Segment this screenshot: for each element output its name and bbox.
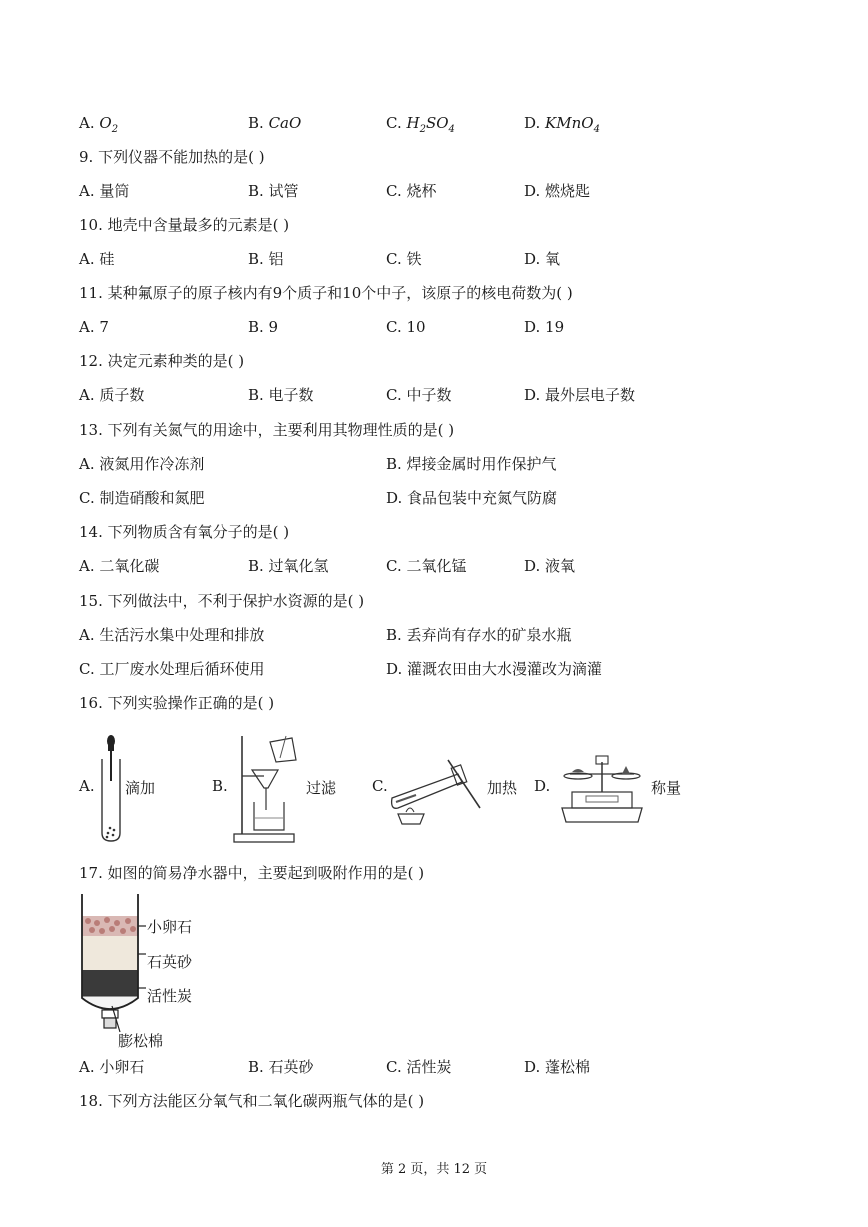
q16-option-c-caption: 加热 [487, 779, 518, 797]
purifier-label-quartz-sand: 石英砂 [147, 953, 193, 971]
q11-option-c: C. 10 [386, 318, 426, 336]
q17-option-a: A. 小卵石 [79, 1058, 145, 1076]
q16-option-b-caption: 过滤 [306, 779, 337, 797]
q16-option-d-caption: 称量 [651, 779, 682, 797]
q10-option-a: A. 硅 [79, 250, 115, 268]
q8-option-d: D. KMnO$_4$ [524, 114, 600, 135]
q10-stem: 10. 地壳中含量最多的元素是( ) [79, 216, 290, 234]
page-footer: 第 2 页，共 12 页 [380, 1162, 488, 1177]
q9-option-c: C. 烧杯 [386, 182, 437, 200]
q12-option-a: A. 质子数 [79, 386, 145, 404]
q16-option-a-letter: A. [79, 777, 95, 795]
q8-option-b: B. CaO [248, 114, 302, 132]
q10-option-c: C. 铁 [386, 250, 422, 268]
q13-option-a: A. 液氮用作冷冻剂 [79, 455, 205, 473]
q12-option-d: D. 最外层电子数 [524, 386, 636, 404]
heating-illustration [388, 752, 486, 830]
q15-option-a: A. 生活污水集中处理和排放 [79, 626, 265, 644]
q11-option-b: B. 9 [248, 318, 279, 336]
q16-option-c-letter: C. [372, 777, 388, 795]
q9-option-b: B. 试管 [248, 182, 299, 200]
filtration-illustration [230, 732, 305, 844]
q17-option-d: D. 蓬松棉 [524, 1058, 591, 1076]
q14-option-c: C. 二氧化锰 [386, 557, 467, 575]
q11-option-d: D. 19 [524, 318, 565, 336]
q15-stem: 15. 下列做法中，不利于保护水资源的是( ) [79, 592, 365, 610]
q12-option-c: C. 中子数 [386, 386, 452, 404]
purifier-label-activated-carbon: 活性炭 [147, 987, 193, 1005]
q13-option-d: D. 食品包装中充氮气防腐 [386, 489, 558, 507]
q17-stem: 17. 如图的简易净水器中，主要起到吸附作用的是( ) [79, 864, 425, 882]
q9-option-d: D. 燃烧匙 [524, 182, 591, 200]
q10-option-d: D. 氧 [524, 250, 561, 268]
q18-stem: 18. 下列方法能区分氧气和二氧化碳两瓶气体的是( ) [79, 1092, 425, 1110]
balance-illustration [556, 752, 648, 826]
q8-option-a: A. $O_2$ [79, 114, 119, 135]
q14-option-b: B. 过氧化氢 [248, 557, 329, 575]
q14-option-d: D. 液氧 [524, 557, 576, 575]
purifier-label-pebble: 小卵石 [147, 918, 193, 936]
q16-option-d-letter: D. [534, 777, 551, 795]
purifier-label-cotton: 膨松棉 [118, 1032, 164, 1050]
q15-option-d: D. 灌溉农田由大水漫灌改为滴灌 [386, 660, 603, 678]
q15-option-b: B. 丢弃尚有存水的矿泉水瓶 [386, 626, 572, 644]
q9-stem: 9. 下列仪器不能加热的是( ) [79, 148, 265, 166]
q16-stem: 16. 下列实验操作正确的是( ) [79, 694, 275, 712]
q16-option-b-letter: B. [212, 777, 228, 795]
q15-option-c: C. 工厂废水处理后循环使用 [79, 660, 265, 678]
q11-stem: 11. 某种氟原子的原子核内有9个质子和10个中子，该原子的核电荷数为( ) [79, 284, 573, 302]
q8-option-c: C. $H_2SO_4$ [386, 114, 455, 135]
q16-option-a-caption: 滴加 [125, 779, 156, 797]
q13-option-c: C. 制造硝酸和氮肥 [79, 489, 205, 507]
q14-option-a: A. 二氧化碳 [79, 557, 160, 575]
q13-stem: 13. 下列有关氮气的用途中，主要利用其物理性质的是( ) [79, 421, 455, 439]
q10-option-b: B. 铝 [248, 250, 284, 268]
q17-option-c: C. 活性炭 [386, 1058, 452, 1076]
q9-option-a: A. 量筒 [79, 182, 130, 200]
q13-option-b: B. 焊接金属时用作保护气 [386, 455, 557, 473]
q17-option-b: B. 石英砂 [248, 1058, 314, 1076]
q12-stem: 12. 决定元素种类的是( ) [79, 352, 245, 370]
q12-option-b: B. 电子数 [248, 386, 314, 404]
water-purifier-illustration [80, 894, 142, 1042]
dropper-illustration [96, 733, 126, 843]
q11-option-a: A. 7 [79, 318, 109, 336]
q14-stem: 14. 下列物质含有氧分子的是( ) [79, 523, 290, 541]
